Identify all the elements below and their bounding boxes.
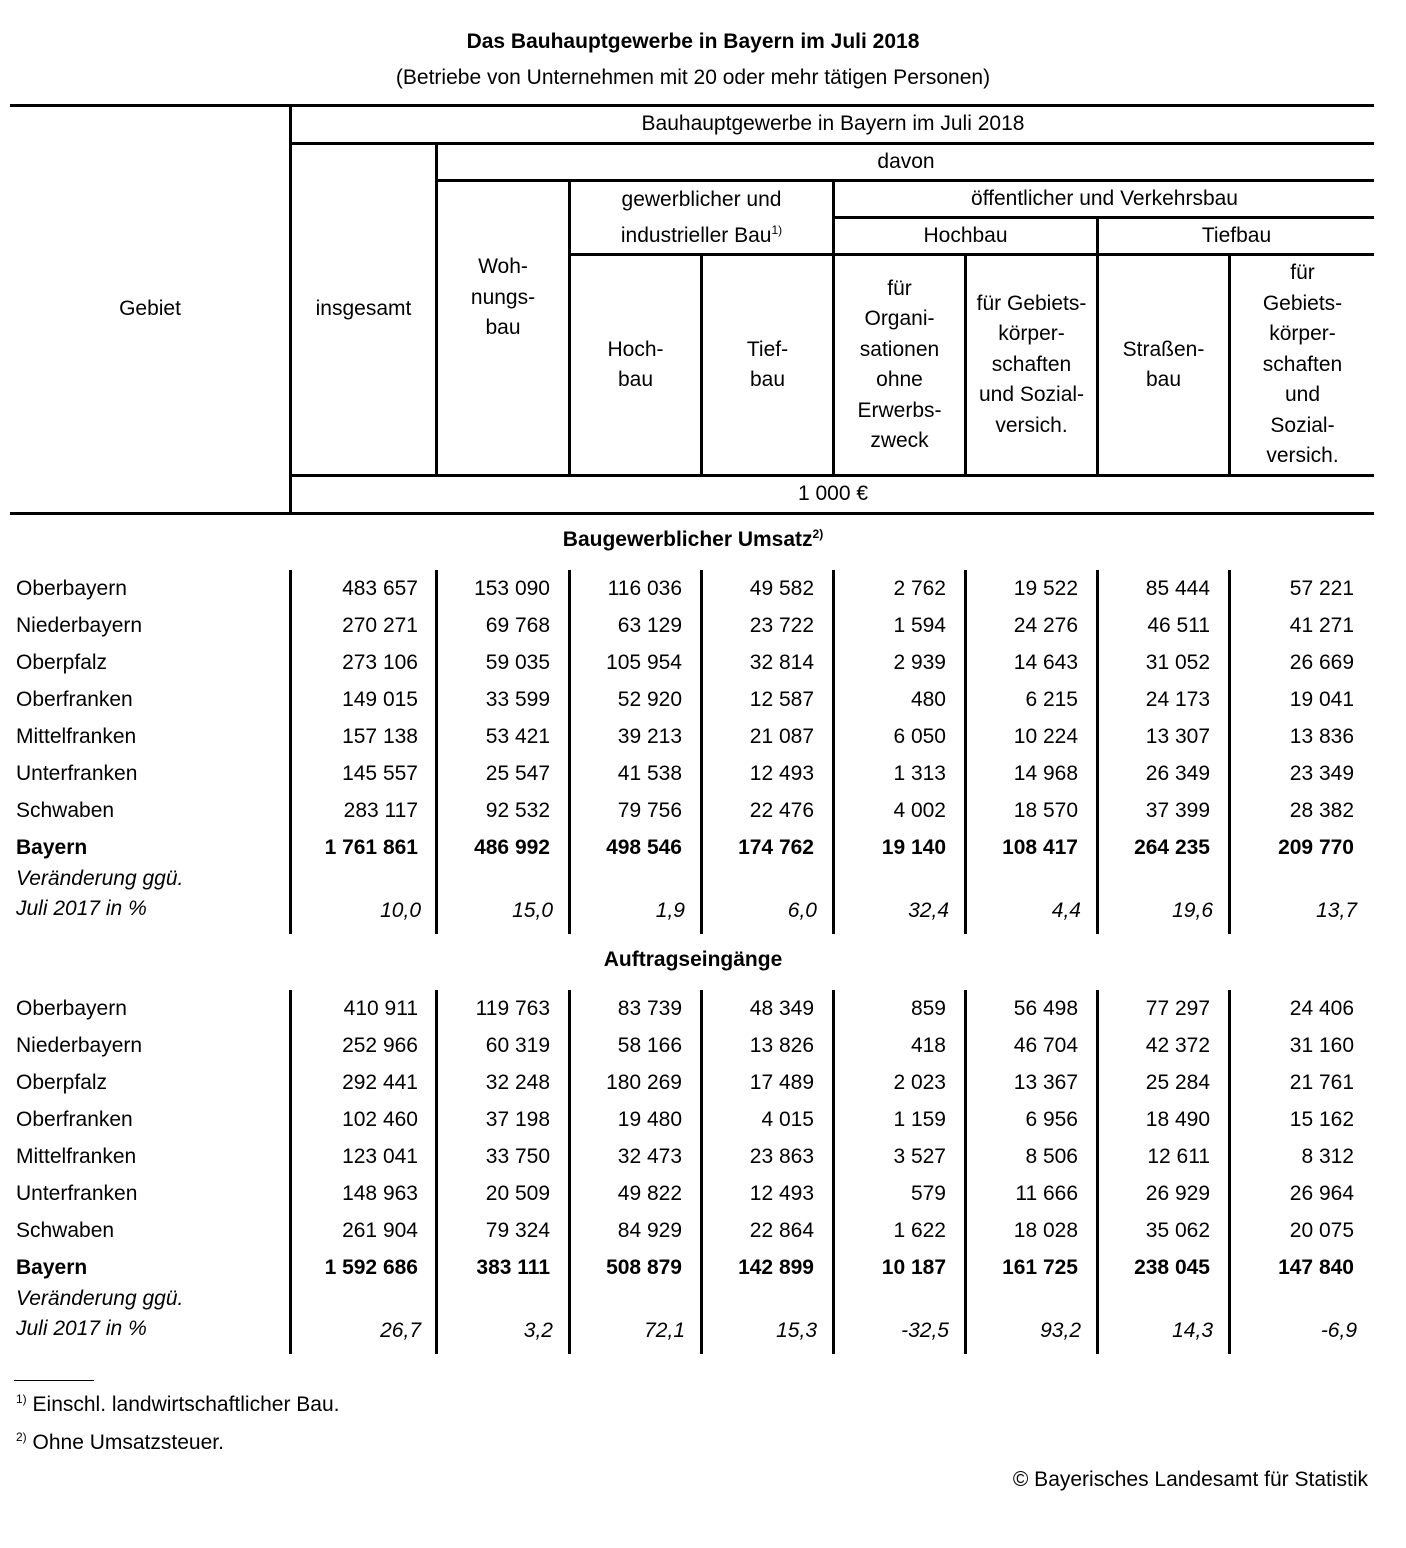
header-oeff-hoch-gebiet [967, 256, 1096, 474]
col-line [435, 570, 438, 934]
header-wohnungsbau-line: Woh- [478, 255, 528, 279]
col-line [832, 990, 835, 1354]
table-cell: 48 349 [749, 997, 814, 1020]
table-cell: 157 138 [342, 725, 418, 748]
table-cell: 10 224 [1013, 725, 1078, 748]
row-label: Schwaben [16, 1219, 115, 1242]
table-cell: 83 739 [617, 997, 682, 1020]
col-line [435, 990, 438, 1354]
col-line [1228, 990, 1231, 1354]
col-line [568, 990, 571, 1354]
table-cell: 13 826 [749, 1034, 814, 1057]
table-cell: 6 215 [1025, 688, 1078, 711]
change-cell: 13,7 [1316, 899, 1357, 922]
table-cell: 41 271 [1289, 614, 1354, 637]
footnote-2: $^{2)}$ Ohne Umsatzsteuer. [16, 1430, 224, 1454]
table-cell: 24 173 [1145, 688, 1210, 711]
table-cell: 77 297 [1145, 997, 1210, 1020]
table-cell: 25 547 [485, 762, 550, 785]
rule-header-bottom [10, 512, 1374, 515]
header-line: Organi- [864, 307, 935, 330]
table-cell: 60 319 [485, 1034, 550, 1057]
header-line: für [887, 276, 912, 300]
col-line [568, 570, 571, 934]
change-label-line2: Juli 2017 in % [16, 897, 147, 920]
header-wohnungsbau-line: bau [485, 316, 521, 340]
header-davon: davon [877, 149, 935, 173]
header-wohnungsbau-line: nungs- [470, 285, 536, 309]
change-cell: 19,6 [1172, 899, 1213, 922]
col-line [964, 570, 967, 934]
header-unit: 1 000 € [797, 482, 869, 506]
table-cell: 26 964 [1289, 1182, 1354, 1205]
header-insgesamt: insgesamt [315, 297, 412, 321]
row-label: Mittelfranken [16, 725, 137, 748]
change-label-line1: Veränderung ggü. [16, 1287, 184, 1310]
table-cell: 41 538 [617, 762, 682, 785]
table-cell: 13 307 [1145, 725, 1210, 748]
change-cell: -32,5 [901, 1319, 949, 1342]
table-cell: 18 570 [1013, 799, 1078, 822]
table-cell: 15 162 [1289, 1108, 1354, 1131]
table-cell: 273 106 [342, 651, 418, 674]
row-label: Schwaben [16, 799, 115, 822]
table-cell: 14 643 [1013, 651, 1078, 674]
table-cell: 102 460 [342, 1108, 418, 1131]
table-cell: 21 761 [1289, 1071, 1354, 1094]
table-cell: 25 284 [1145, 1071, 1210, 1094]
header-gewerblich-line: gewerblicher und [621, 187, 782, 211]
total-cell: 264 235 [1134, 836, 1210, 859]
footnote-marker: 2) [812, 527, 824, 541]
table-cell: 2 023 [893, 1071, 946, 1094]
row-label: Oberfranken [16, 1108, 133, 1131]
table-cell: 261 904 [342, 1219, 418, 1242]
table-cell: 579 [910, 1182, 946, 1205]
table-cell: 859 [910, 997, 946, 1020]
row-label: Oberbayern [16, 997, 127, 1020]
table-cell: 42 372 [1145, 1034, 1210, 1057]
table-cell: 145 557 [342, 762, 418, 785]
total-row-label: Bayern [16, 836, 88, 859]
table-cell: 252 966 [342, 1034, 418, 1057]
change-cell: 3,2 [523, 1319, 553, 1342]
table-cell: 26 929 [1145, 1182, 1210, 1205]
header-top: Bauhauptgewerbe in Bayern im Juli 2018 [641, 112, 1025, 136]
table-cell: 32 248 [485, 1071, 550, 1094]
table-cell: 6 956 [1025, 1108, 1078, 1131]
header-line: und Sozial- [978, 383, 1085, 407]
row-label: Niederbayern [16, 1034, 143, 1057]
table-cell: 19 041 [1289, 688, 1354, 711]
table-cell: 85 444 [1145, 577, 1210, 600]
table-cell: 11 666 [1015, 1182, 1078, 1205]
header-hochbau-group: Hochbau [923, 223, 1008, 247]
header-line: körper- [998, 322, 1065, 346]
header-gew-tiefbau [703, 256, 832, 474]
table-cell: 79 756 [617, 799, 682, 822]
total-cell: 142 899 [738, 1256, 814, 1279]
table-cell: 1 313 [893, 762, 946, 785]
total-cell: 498 546 [606, 836, 682, 859]
table-cell: 8 506 [1025, 1145, 1078, 1168]
table-cell: 3 527 [893, 1145, 946, 1168]
header-line: bau [749, 368, 786, 391]
row-label: Oberbayern [16, 577, 127, 600]
col-line [1096, 990, 1099, 1354]
table-cell: 8 312 [1301, 1145, 1354, 1168]
table-cell: 63 129 [617, 614, 682, 637]
change-cell: 4,4 [1051, 899, 1081, 922]
header-line: körper- [1269, 322, 1336, 346]
header-line: bau [1145, 368, 1182, 391]
header-line: versich. [1266, 444, 1339, 468]
header-line: schaften [991, 352, 1072, 376]
table-cell: 24 406 [1289, 997, 1354, 1020]
change-cell: 15,0 [512, 899, 553, 922]
header-tiefbau-group: Tiefbau [1201, 223, 1272, 247]
footnote-marker: 1) [771, 222, 783, 237]
page-subtitle: (Betriebe von Unternehmen mit 20 oder mehr tätigen Personen) [395, 66, 991, 89]
row-label: Niederbayern [16, 614, 143, 637]
change-cell: 26,7 [380, 1319, 421, 1342]
total-cell: 1 592 686 [324, 1256, 418, 1279]
header-oeff-tief-gebiet [1231, 256, 1374, 474]
table-cell: 6 050 [893, 725, 946, 748]
table-cell: 1 622 [893, 1219, 946, 1242]
total-row-label: Bayern [16, 1256, 88, 1279]
table-cell: 56 498 [1013, 997, 1078, 1020]
total-cell: 383 111 [476, 1256, 550, 1279]
table-cell: 18 490 [1145, 1108, 1210, 1131]
footnote-rule [14, 1380, 94, 1381]
table-cell: 12 493 [749, 762, 814, 785]
col-line [832, 570, 835, 934]
header-line: schaften [1262, 352, 1343, 376]
table-cell: 283 117 [343, 799, 418, 822]
table-cell: 123 041 [342, 1145, 418, 1168]
table-cell: 33 750 [485, 1145, 550, 1168]
table-cell: 12 611 [1147, 1145, 1210, 1168]
table-cell: 418 [910, 1034, 946, 1057]
table-cell: 32 814 [749, 651, 814, 674]
header-line: Straßen- [1122, 337, 1205, 361]
header-oeff-hoch-org [835, 256, 964, 474]
total-cell: 486 992 [474, 836, 550, 859]
header-line: Erwerbs- [857, 398, 942, 422]
row-label: Oberpfalz [16, 651, 108, 674]
row-label: Unterfranken [16, 762, 138, 785]
table-cell: 1 594 [893, 614, 946, 637]
section-title: Baugewerblicher Umsatz$^{2)}$ [562, 527, 824, 551]
table-cell: 69 768 [485, 614, 550, 637]
table-cell: 105 954 [606, 651, 682, 674]
table-cell: 37 399 [1145, 799, 1210, 822]
table-cell: 19 480 [617, 1108, 682, 1131]
table-cell: 23 349 [1289, 762, 1354, 785]
table-cell: 12 493 [749, 1182, 814, 1205]
header-oeff-tief-strasse [1099, 256, 1228, 474]
copyright: © Bayerisches Landesamt für Statistik [1012, 1468, 1368, 1491]
table-cell: 49 582 [749, 577, 814, 600]
table-cell: 4 002 [893, 799, 946, 822]
table-cell: 20 509 [485, 1182, 550, 1205]
table-cell: 410 911 [343, 997, 418, 1020]
table-cell: 46 704 [1013, 1034, 1078, 1057]
table-cell: 14 968 [1013, 762, 1078, 785]
header-line: und [1284, 383, 1321, 407]
table-cell: 28 382 [1289, 799, 1354, 822]
header-line: für [1290, 261, 1315, 285]
header-line: bau [617, 368, 654, 391]
header-line: für Gebiets- [976, 291, 1087, 315]
table-cell: 116 036 [607, 577, 682, 600]
table-cell: 270 271 [342, 614, 418, 637]
table-cell: 148 963 [342, 1182, 418, 1205]
page-title: Das Bauhauptgewerbe in Bayern im Juli 2018 [466, 30, 920, 53]
col-line [700, 990, 703, 1354]
header-gew-hochbau [571, 256, 700, 474]
change-cell: 6,0 [787, 899, 817, 922]
total-cell: 147 840 [1278, 1256, 1354, 1279]
table-cell: 31 052 [1145, 651, 1210, 674]
change-cell: 93,2 [1040, 1319, 1081, 1342]
table-cell: 26 349 [1145, 762, 1210, 785]
table-cell: 22 864 [749, 1219, 814, 1242]
header-line: Hoch- [607, 337, 664, 361]
table-cell: 59 035 [485, 651, 550, 674]
header-oeffentlich: öffentlicher und Verkehrsbau [971, 186, 1238, 210]
table-cell: 292 441 [342, 1071, 418, 1094]
header-line: Sozial- [1270, 413, 1335, 437]
change-label-line1: Veränderung ggü. [16, 867, 184, 890]
table-cell: 21 087 [749, 725, 814, 748]
row-label: Oberfranken [16, 688, 133, 711]
change-cell: 1,9 [655, 899, 685, 922]
total-cell: 161 725 [1002, 1256, 1078, 1279]
header-gewerblich [571, 182, 832, 253]
table-cell: 92 532 [485, 799, 550, 822]
row-label: Mittelfranken [16, 1145, 137, 1168]
table-cell: 37 198 [485, 1108, 550, 1131]
table-cell: 18 028 [1013, 1219, 1078, 1242]
table-cell: 12 587 [749, 688, 814, 711]
table-cell: 57 221 [1289, 577, 1354, 600]
header-line: versich. [995, 413, 1068, 437]
row-label: Oberpfalz [16, 1071, 108, 1094]
table-cell: 17 489 [749, 1071, 814, 1094]
table-cell: 24 276 [1013, 614, 1078, 637]
col-line [1096, 570, 1099, 934]
table-cell: 1 159 [893, 1108, 946, 1131]
table-cell: 53 421 [485, 725, 550, 748]
table-cell: 26 669 [1289, 651, 1354, 674]
table-cell: 119 763 [475, 997, 550, 1020]
header-line: Tief- [746, 337, 789, 361]
total-cell: 209 770 [1278, 836, 1354, 859]
table-cell: 483 657 [342, 577, 418, 600]
table-cell: 2 762 [893, 577, 946, 600]
change-cell: -6,9 [1320, 1319, 1357, 1342]
col-line [1228, 570, 1231, 934]
table-cell: 46 511 [1147, 614, 1210, 637]
header-gebiet: Gebiet [119, 297, 181, 321]
change-cell: 15,3 [776, 1319, 817, 1342]
footnote-1: $^{1)}$ Einschl. landwirtschaftlicher Bau. [16, 1392, 340, 1416]
total-cell: 1 761 861 [324, 836, 418, 859]
header-gewerblich-line: industrieller Bau$^{1)}$ [620, 222, 783, 247]
col-line [289, 990, 292, 1354]
change-cell: 14,3 [1172, 1319, 1213, 1342]
total-cell: 19 140 [881, 836, 946, 859]
header-line: sationen [859, 337, 940, 361]
change-label-line2: Juli 2017 in % [16, 1317, 147, 1340]
table-cell: 13 836 [1289, 725, 1354, 748]
total-cell: 238 045 [1134, 1256, 1210, 1279]
header-wohnungsbau [438, 182, 568, 474]
table-cell: 153 090 [474, 577, 550, 600]
change-cell: 10,0 [380, 899, 421, 922]
header-line: Gebiets- [1262, 291, 1343, 315]
header-line: ohne [876, 368, 923, 391]
row-label: Unterfranken [16, 1182, 138, 1205]
section-title: Auftragseingänge [603, 948, 783, 971]
table-cell: 33 599 [485, 688, 550, 711]
table-cell: 180 269 [606, 1071, 682, 1094]
table-cell: 79 324 [485, 1219, 550, 1242]
total-cell: 108 417 [1002, 836, 1078, 859]
table-cell: 20 075 [1289, 1219, 1354, 1242]
table-cell: 84 929 [617, 1219, 682, 1242]
table-cell: 31 160 [1289, 1034, 1354, 1057]
col-line [289, 570, 292, 934]
table-cell: 13 367 [1013, 1071, 1078, 1094]
total-cell: 508 879 [606, 1256, 682, 1279]
col-line [700, 570, 703, 934]
col-line [964, 990, 967, 1354]
table-cell: 22 476 [749, 799, 814, 822]
total-cell: 174 762 [738, 836, 814, 859]
table-cell: 23 722 [749, 614, 814, 637]
table-cell: 35 062 [1145, 1219, 1210, 1242]
table-cell: 32 473 [617, 1145, 682, 1168]
table-cell: 39 213 [617, 725, 682, 748]
table-cell: 2 939 [893, 651, 946, 674]
table-cell: 149 015 [342, 688, 418, 711]
table-cell: 58 166 [617, 1034, 682, 1057]
table-cell: 49 822 [617, 1182, 682, 1205]
table-cell: 19 522 [1013, 577, 1078, 600]
table-cell: 480 [910, 688, 946, 711]
table-cell: 52 920 [617, 688, 682, 711]
table-cell: 23 863 [749, 1145, 814, 1168]
total-cell: 10 187 [881, 1256, 946, 1279]
change-cell: 72,1 [644, 1319, 685, 1342]
header-line: zweck [870, 429, 929, 452]
table-cell: 4 015 [761, 1108, 814, 1131]
change-cell: 32,4 [908, 899, 949, 922]
